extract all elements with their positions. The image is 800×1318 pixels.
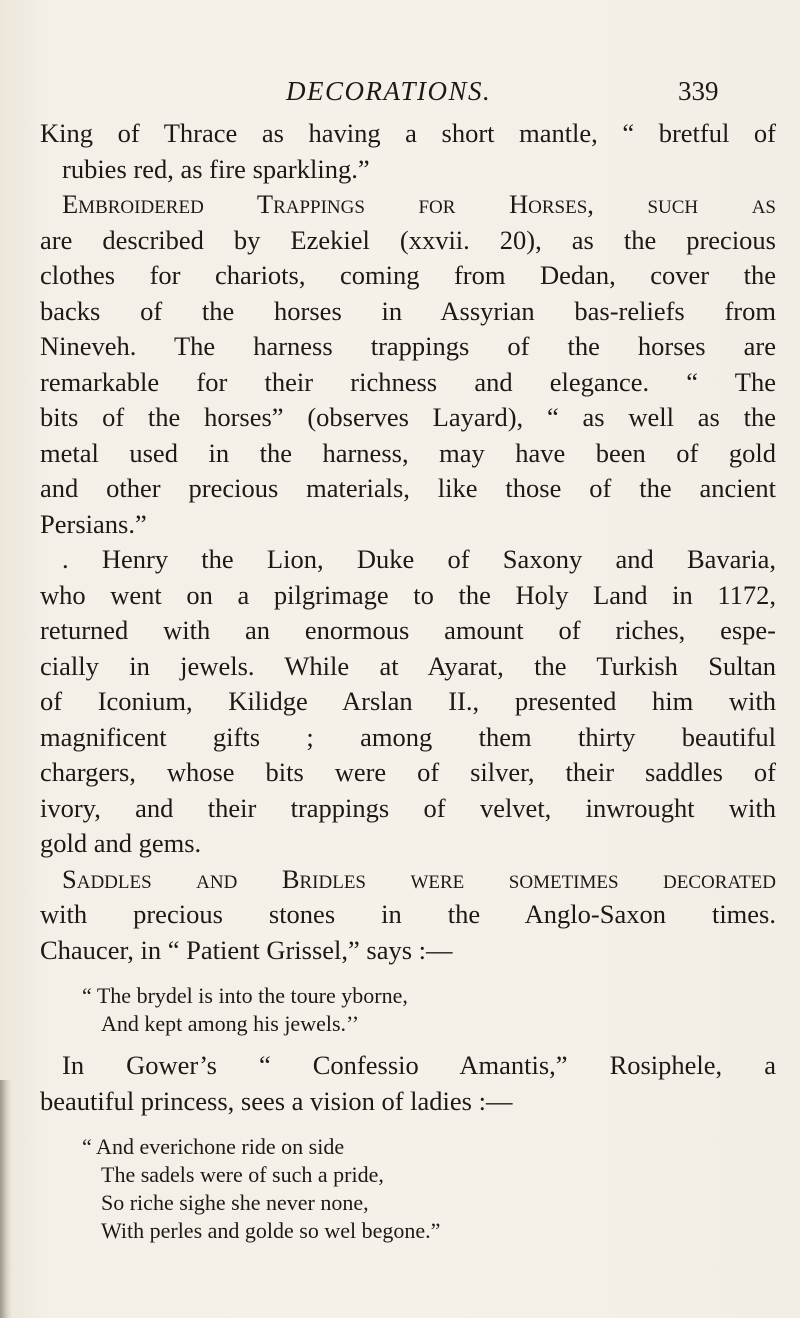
text-line: who went on a pilgrimage to the Holy Land in 1172, — [40, 579, 776, 610]
running-title: DECORATIONS. — [286, 76, 492, 106]
text-line: metal used in the harness, may have been of gold — [40, 437, 776, 468]
text-line: beautiful princess, sees a vision of ladies :— — [40, 1085, 513, 1116]
text-line: Persians.” — [40, 508, 147, 539]
verse-line: With perles and golde so wel begone.” — [101, 1218, 441, 1243]
page-header — [0, 76, 800, 116]
text-line: King of Thrace as having a short mantle, “ bretful of — [40, 118, 776, 148]
page-number: 339 — [678, 76, 719, 106]
verse-line: And kept among his jewels.’’ — [101, 1011, 360, 1036]
text-line: cially in jewels. While at Ayarat, the Turkish Sultan — [40, 650, 776, 681]
text-line: ivory, and their trappings of velvet, inwrought with — [40, 792, 776, 823]
text-line: In Gower’s “ Confessio Amantis,” Rosiphele, a — [62, 1050, 776, 1080]
text-line: chargers, whose bits were of silver, their saddles of — [40, 757, 776, 787]
text-line: rubies red, as fire sparkling.” — [62, 153, 370, 184]
verse-quote — [82, 1133, 776, 1245]
text-line: of Iconium, Kilidge Arslan II., presented him with — [40, 686, 776, 716]
text-line: . Henry the Lion, Duke of Saxony and Bavaria, — [62, 544, 776, 574]
text-line: gold and gems. — [40, 828, 202, 858]
text-line: and other precious materials, like those of the ancient — [40, 473, 776, 503]
page-edge-shadow — [0, 1080, 12, 1318]
verse-line: So riche sighe she never none, — [101, 1190, 369, 1215]
text-line: with precious stones in the Anglo-Saxon times. — [40, 899, 776, 929]
text-line: bits of the horses” (observes Layard), “ as well as the — [40, 402, 776, 432]
verse-quote — [82, 982, 776, 1038]
text-line: clothes for chariots, coming from Dedan, cover the — [40, 260, 776, 290]
verse-line: “ And everichone ride on side — [82, 1134, 345, 1159]
text-line: are described by Ezekiel (xxvii. 20), as the precious — [40, 224, 776, 255]
text-line: backs of the horses in Assyrian bas-reliefs from — [40, 295, 776, 326]
text-line: Embroidered Trappings for Horses, such as — [62, 189, 776, 219]
verse-line: The sadels were of such a pride, — [101, 1162, 384, 1187]
text-line: magnificent gifts ; among them thirty beautiful — [40, 721, 776, 752]
body-text — [40, 116, 776, 1255]
text-line: Saddles and Bridles were sometimes decorated — [62, 863, 776, 894]
text-line: Chaucer, in “ Patient Grissel,” says :— — [40, 934, 453, 965]
text-line: remarkable for their richness and elegance. “ The — [40, 366, 776, 397]
text-line: Nineveh. The harness trappings of the horses are — [40, 331, 776, 361]
verse-line: “ The brydel is into the toure yborne, — [82, 983, 408, 1008]
text-line: returned with an enormous amount of riches, espe- — [40, 615, 776, 645]
